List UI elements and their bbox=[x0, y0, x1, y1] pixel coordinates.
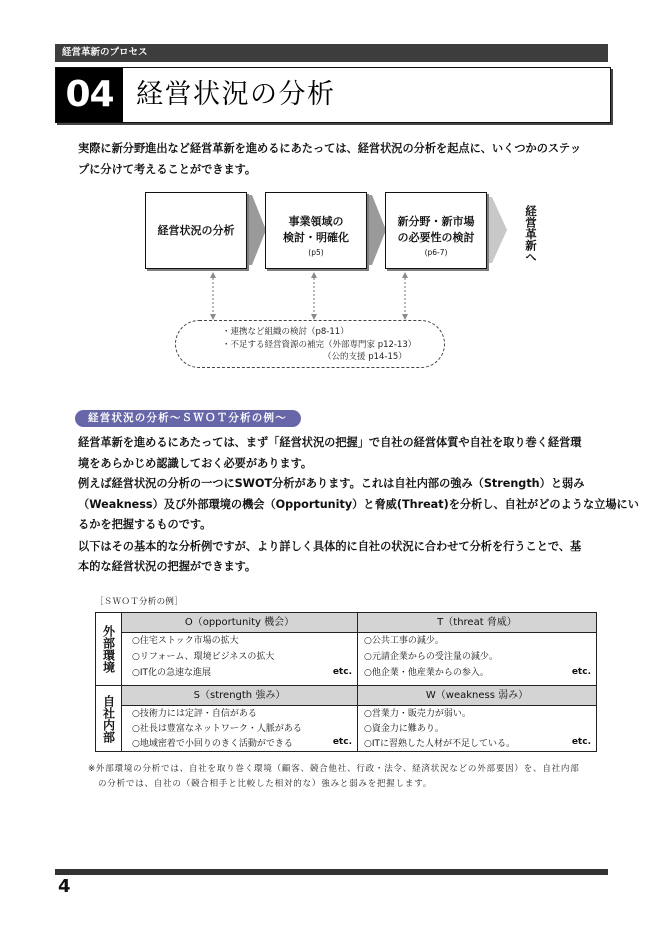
double-arrow-vertical-icon bbox=[210, 272, 216, 320]
list-item: ○技術力には定評・自信がある bbox=[132, 708, 257, 719]
paragraph-line: るかを把握するものです。 bbox=[78, 518, 212, 531]
step-box-new-market bbox=[385, 192, 487, 269]
paragraph-line: （Weakness）及び外部環境の機会（Opportunity）と脅威(Threat)を分析し、自社がどのような立場にい bbox=[78, 497, 639, 511]
list-item: ○ITに習熟した人材が不足している。 bbox=[364, 738, 516, 749]
chevron-right-icon bbox=[367, 195, 386, 265]
footer-rule bbox=[55, 869, 608, 875]
body-paragraph bbox=[78, 537, 581, 577]
paragraph-line: 本的な経営状況の把握ができます。 bbox=[78, 560, 257, 573]
paragraph-line: 例えば経営状況の分析の一つにSWOT分析があります。これは自社内部の強み（Strength）と弱み bbox=[78, 477, 585, 490]
list-item: ○公共工事の減少。 bbox=[364, 636, 444, 646]
step-box-analysis bbox=[145, 192, 247, 269]
double-arrow-vertical-icon bbox=[311, 272, 317, 320]
footnote-line: の分析では、自社の（競合相手と比較した相対的な）強みと弱みを把握します。 bbox=[98, 779, 433, 789]
list-item: ○社長は豊富なネットワーク・人脈がある bbox=[132, 723, 302, 734]
group-label: 自社内部 bbox=[101, 694, 116, 743]
group-label: 外部環境 bbox=[101, 625, 116, 673]
paragraph-line: 経営革新を進めるにあたっては、まず「経営状況の把握」で自社の経営体質や自社を取り巻く経営環 bbox=[78, 436, 582, 449]
double-arrow-vertical-icon bbox=[402, 272, 408, 320]
strength-cell bbox=[122, 706, 358, 751]
list-item: ○元請企業からの受注量の減少。 bbox=[364, 652, 498, 662]
chapter-title: 経営状況の分析 bbox=[136, 79, 336, 110]
step-label: の必要性の検討 bbox=[397, 231, 475, 244]
flow-goal-label: 経営革新へ bbox=[524, 205, 538, 263]
list-item: ○住宅ストック市場の拡大 bbox=[132, 636, 239, 646]
footnote bbox=[88, 762, 580, 792]
list-item: ○IT化の急速な進展 bbox=[132, 668, 212, 678]
etc-label: etc. bbox=[571, 667, 591, 677]
list-item: ○他企業・他産業からの参入。 bbox=[364, 668, 489, 678]
chapter-number: 04 bbox=[56, 68, 123, 122]
chevron-right-icon bbox=[487, 197, 507, 263]
step-label: 経営状況の分析 bbox=[157, 223, 235, 237]
step-label: 事業領域の bbox=[288, 215, 344, 228]
swot-group-external bbox=[96, 613, 596, 685]
list-item: ○地域密着で小回りのきく活動ができる bbox=[132, 738, 293, 749]
paragraph-line: 実際に新分野進出など経営革新を進めるにあたっては、経営状況の分析を起点に、いくつかのステッ bbox=[78, 142, 582, 155]
chevron-right-icon bbox=[247, 195, 266, 265]
column-header-strength: S（strength 強み） bbox=[122, 686, 358, 706]
group-label-cell bbox=[96, 686, 122, 751]
step-page-ref: (p6-7) bbox=[424, 248, 448, 257]
body-paragraph bbox=[78, 432, 581, 474]
footnote-line: ※外部環境の分析では、自社を取り巻く環境（顧客、競合他社、行政・法令、経済状況などの外部要因）を、自社内部 bbox=[88, 764, 580, 774]
paragraph-line: 以下はその基本的な分析例ですが、より詳しく具体的に自社の状況に合わせて分析を行うことで、基 bbox=[78, 540, 582, 553]
etc-label: etc. bbox=[571, 737, 591, 747]
etc-label: etc. bbox=[332, 667, 352, 677]
table-caption: ［ＳＷＯＴ分析の例］ bbox=[95, 597, 184, 607]
column-header-opportunity: O（opportunity 機会） bbox=[122, 613, 358, 633]
list-item: ○資金力に難あり。 bbox=[364, 723, 444, 734]
column-header-weakness: W（weakness 弱み） bbox=[358, 686, 596, 706]
section-heading: 経営状況の分析～ＳＷＯＴ分析の例～ bbox=[75, 410, 301, 427]
list-item: ○営業力・販売力が弱い。 bbox=[364, 708, 471, 719]
opportunity-cell bbox=[122, 633, 358, 685]
category-bar: 経営革新のプロセス bbox=[55, 44, 608, 62]
step-page-ref: (p5) bbox=[308, 248, 324, 257]
column-header-threat: T（threat 脅威） bbox=[358, 613, 596, 633]
threat-cell bbox=[358, 633, 596, 685]
swot-table bbox=[95, 612, 597, 752]
paragraph-line: プに分けて考えることができます。 bbox=[78, 163, 257, 176]
weakness-cell bbox=[358, 706, 596, 751]
support-line: ・不足する経営資源の補完（外部専門家 p12-13） bbox=[222, 340, 417, 350]
support-line: （公的支援 p14-15） bbox=[323, 352, 407, 362]
swot-group-internal bbox=[96, 685, 596, 751]
step-label: 検討・明確化 bbox=[283, 231, 349, 244]
paragraph-line: 境をあらかじめ認識しておく必要があります。 bbox=[78, 457, 313, 470]
step-label: 新分野・新市場 bbox=[397, 215, 475, 228]
step-box-business-domain bbox=[265, 192, 367, 269]
support-line: ・連携など組織の検討（p8-11） bbox=[222, 327, 349, 337]
page-number: 4 bbox=[58, 876, 71, 897]
list-item: ○リフォーム、環境ビジネスの拡大 bbox=[132, 652, 275, 662]
group-label-cell bbox=[96, 613, 122, 685]
body-paragraph bbox=[78, 474, 639, 536]
etc-label: etc. bbox=[332, 737, 352, 747]
